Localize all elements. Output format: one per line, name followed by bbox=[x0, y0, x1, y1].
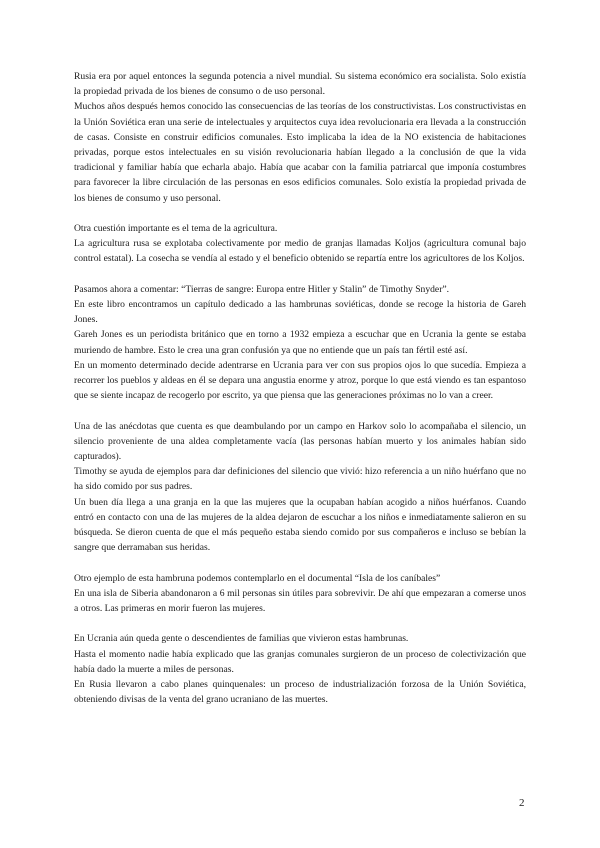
page-number: 2 bbox=[519, 797, 525, 809]
paragraph: En este libro encontramos un capítulo dedicado a las hambrunas soviéticas, donde se recoge la historia de Gareh Jones. bbox=[74, 299, 526, 326]
paragraph: Gareh Jones es un periodista británico que en torno a 1932 empieza a escuchar que en Ucrania la gente se estaba muriendo de hambre. Esto le crea una gran confusión ya que no entiende que un país tan fértil esté así. bbox=[74, 329, 526, 356]
paragraph: Muchos años después hemos conocido las consecuencias de las teorías de los constructivistas. Los constructivistas en la Unión Soviética eran una serie de intelectuales y arquitectos cuya idea revolucionaria era llevada a la construcción de casas. Consiste en construir edificios comunales. Esto implicaba la idea de la NO existencia de habitaciones privadas, porque estos intelectuales en su visión revolucionaria habían llegado a la conclusión de que la vida tradicional y familiar había que echarla abajo. Había que acabar con la familia patriarcal que imponía costumbres para favorecer la libre circulación de las personas en esos edificios comunales. Solo existía la propiedad privada de los bienes de consumo y uso personal. bbox=[74, 101, 526, 204]
paragraph-gap bbox=[74, 616, 526, 631]
paragraph: En una isla de Siberia abandonaron a 6 mil personas sin útiles para sobrevivir. De ahí que empezaran a comerse unos a otros. Las primeras en morir fueron las mujeres. bbox=[74, 587, 526, 615]
paragraph: La agricultura rusa se explotaba colectivamente por medio de granjas llamadas Koljos (agricultura comunal bajo control estatal). La cosecha se vendía al estado y el beneficio obtenido se repartía entre los agricultores de los Koljos. bbox=[74, 238, 526, 265]
paragraph: Pasamos ahora a comentar: “Tierras de sangre: Europa entre Hitler y Stalin” de Timothy Snyder”. bbox=[74, 283, 450, 295]
paragraph-gap bbox=[74, 206, 526, 221]
paragraph: Timothy se ayuda de ejemplos para dar definiciones del silencio que vivió: hizo referencia a un niño huérfano que no ha sido comido por sus padres. bbox=[74, 466, 526, 493]
paragraph: Hasta el momento nadie había explicado que las granjas comunales surgieron de un proceso de colectivización que había dado la muerte a miles de personas. bbox=[74, 648, 526, 675]
paragraph-gap bbox=[74, 267, 526, 282]
paragraph-gap bbox=[74, 403, 526, 418]
paragraph: En un momento determinado decide adentrarse en Ucrania para ver con sus propios ojos lo que sucedía. Empieza a recorrer los pueblos y aldeas en él se depara una angustia enorme y atroz, porque lo que está viendo es tan espantoso que se siente incapaz de recogerlo por escrito, ya que piensa que las generaciones próximas no lo van a creer. bbox=[74, 359, 526, 402]
paragraph: Una de las anécdotas que cuenta es que deambulando por un campo en Harkov solo lo acompañaba el silencio, un silencio proveniente de una aldea completamente vacía (las personas habían muerto y los animales habían sido capturados). bbox=[74, 420, 526, 463]
paragraph: Otra cuestión importante es el tema de la agricultura. bbox=[74, 223, 278, 235]
paragraph: Otro ejemplo de esta hambruna podemos contemplarlo en el documental “Isla de los caníbales” bbox=[74, 572, 441, 584]
paragraph: Un buen día llega a una granja en la que las mujeres que la ocupaban habían acogido a niños huérfanos. Cuando entró en contacto con una de las mujeres de la aldea dejaron de escuchar a los niños e inmediatamente salieron en su búsqueda. Se dieron cuenta de que el más pequeño estaba siendo comido por sus compañeros e incluso se bebían la sangre que derramaban sus heridas. bbox=[74, 496, 526, 554]
paragraph-gap bbox=[74, 555, 526, 570]
paragraph: Rusia era por aquel entonces la segunda potencia a nivel mundial. Su sistema económico era socialista. Solo existía la propiedad privada de los bienes de consumo o de uso personal. bbox=[74, 71, 526, 98]
document-body bbox=[74, 69, 526, 707]
paragraph: En Rusia llevaron a cabo planes quinquenales: un proceso de industrialización forzosa de la Unión Soviética, obteniendo divisas de la venta del grano ucraniano de las muertes. bbox=[74, 679, 526, 706]
paragraph: En Ucrania aún queda gente o descendientes de familias que vivieron estas hambrunas. bbox=[74, 633, 409, 645]
